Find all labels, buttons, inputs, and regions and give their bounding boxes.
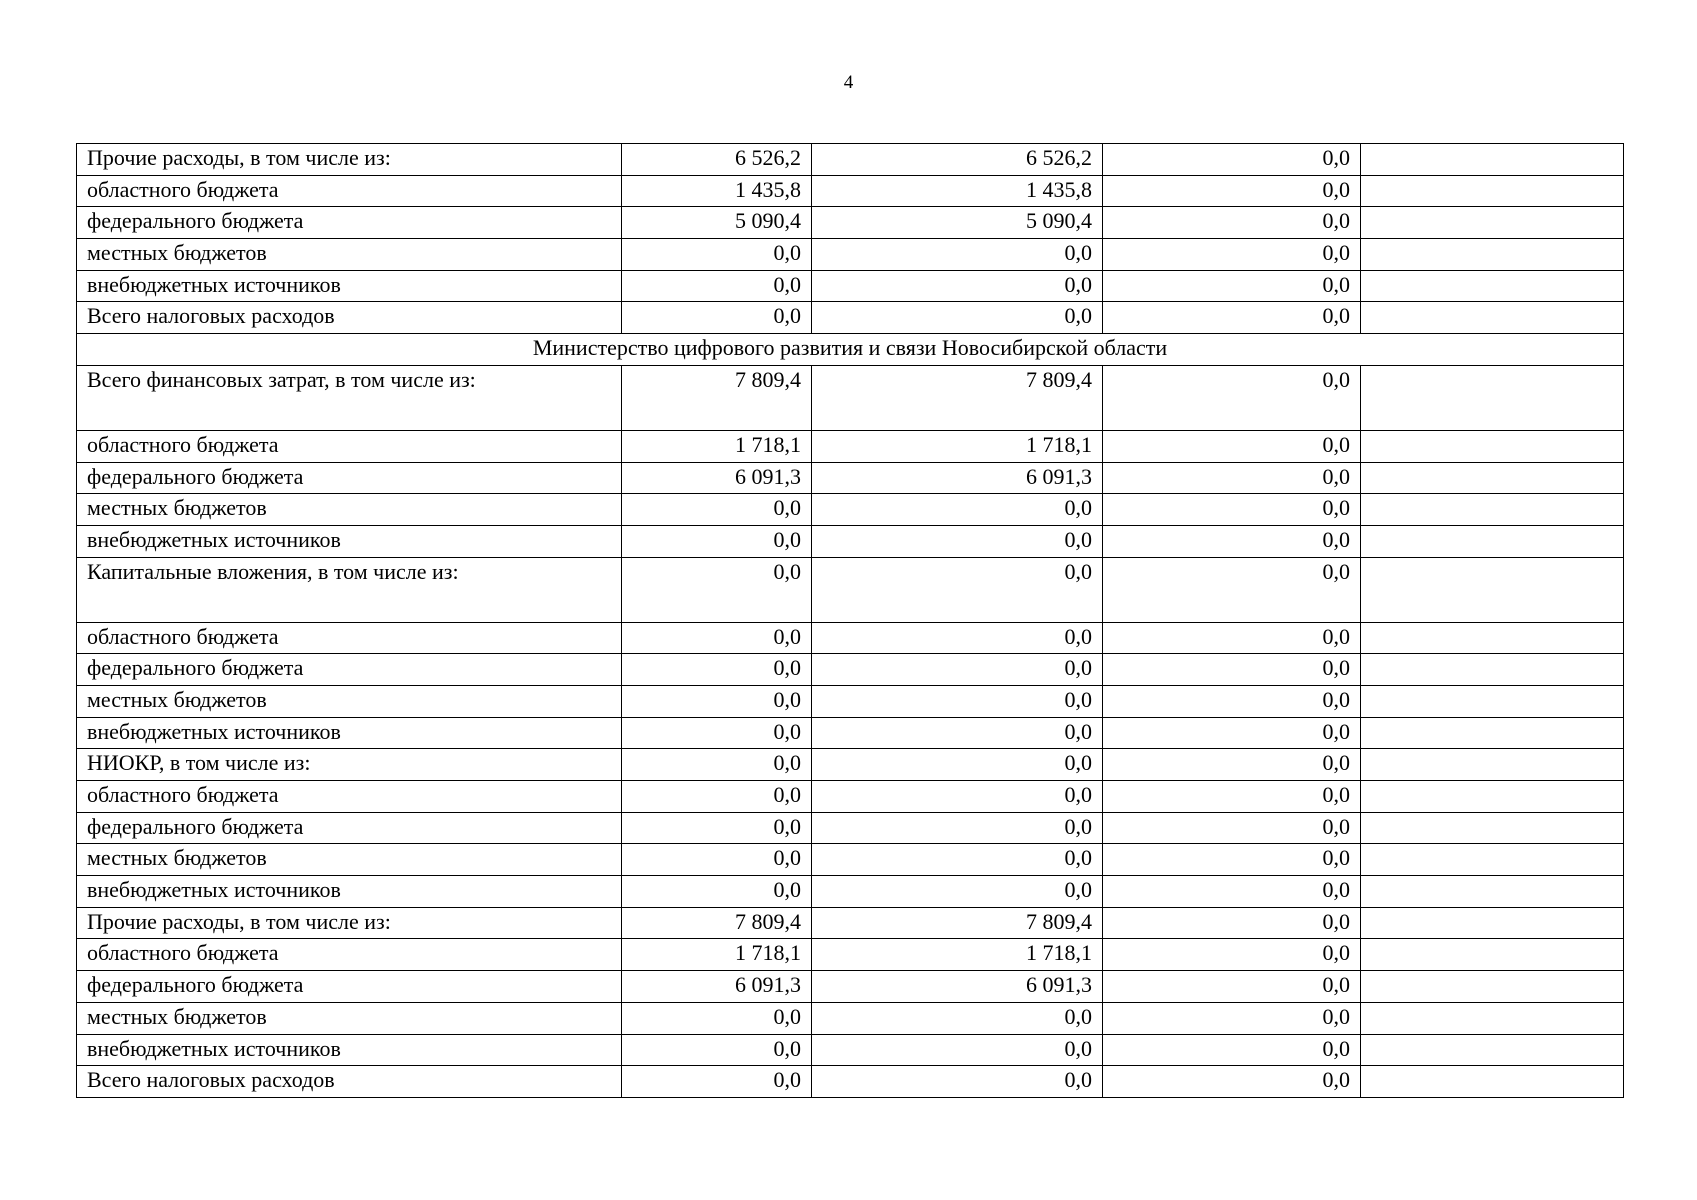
value-cell-1: 6 526,2 (622, 144, 812, 176)
value-cell-2: 0,0 (812, 1066, 1103, 1098)
value-cell-4 (1361, 365, 1624, 430)
value-cell-3: 0,0 (1103, 1034, 1361, 1066)
value-cell-2: 0,0 (812, 239, 1103, 271)
row-label: местных бюджетов (77, 494, 622, 526)
value-cell-4 (1361, 239, 1624, 271)
row-label: внебюджетных источников (77, 525, 622, 557)
row-label: областного бюджета (77, 430, 622, 462)
table-row (77, 812, 1624, 844)
value-cell-1: 1 435,8 (622, 175, 812, 207)
value-cell-2: 0,0 (812, 749, 1103, 781)
row-label: местных бюджетов (77, 239, 622, 271)
row-label: Всего налоговых расходов (77, 1066, 622, 1098)
table-row (77, 302, 1624, 334)
row-label: федерального бюджета (77, 462, 622, 494)
value-cell-1: 0,0 (622, 557, 812, 622)
value-cell-3: 0,0 (1103, 844, 1361, 876)
row-label: федерального бюджета (77, 971, 622, 1003)
value-cell-1: 0,0 (622, 717, 812, 749)
value-cell-3: 0,0 (1103, 812, 1361, 844)
value-cell-3: 0,0 (1103, 654, 1361, 686)
value-cell-1: 7 809,4 (622, 365, 812, 430)
value-cell-2: 0,0 (812, 494, 1103, 526)
table-row (77, 1034, 1624, 1066)
value-cell-2: 0,0 (812, 557, 1103, 622)
value-cell-4 (1361, 654, 1624, 686)
table-row (77, 717, 1624, 749)
section-title: Министерство цифрового развития и связи Новосибирской области (77, 334, 1624, 366)
value-cell-1: 7 809,4 (622, 907, 812, 939)
table-row (77, 207, 1624, 239)
row-label: Прочие расходы, в том числе из: (77, 907, 622, 939)
value-cell-4 (1361, 971, 1624, 1003)
row-label: областного бюджета (77, 622, 622, 654)
value-cell-2: 5 090,4 (812, 207, 1103, 239)
table-row (77, 622, 1624, 654)
budget-table (76, 143, 1624, 1098)
value-cell-2: 0,0 (812, 717, 1103, 749)
table-row (77, 907, 1624, 939)
table-row (77, 175, 1624, 207)
value-cell-2: 0,0 (812, 876, 1103, 908)
table-row (77, 876, 1624, 908)
value-cell-1: 1 718,1 (622, 939, 812, 971)
value-cell-1: 0,0 (622, 622, 812, 654)
value-cell-3: 0,0 (1103, 175, 1361, 207)
row-label: Всего финансовых затрат, в том числе из: (77, 365, 622, 430)
table-row (77, 144, 1624, 176)
value-cell-4 (1361, 494, 1624, 526)
value-cell-4 (1361, 525, 1624, 557)
value-cell-3: 0,0 (1103, 907, 1361, 939)
value-cell-1: 0,0 (622, 812, 812, 844)
value-cell-2: 1 718,1 (812, 430, 1103, 462)
value-cell-3: 0,0 (1103, 685, 1361, 717)
value-cell-1: 0,0 (622, 494, 812, 526)
table-row (77, 270, 1624, 302)
value-cell-4 (1361, 685, 1624, 717)
table-row (77, 1066, 1624, 1098)
value-cell-1: 0,0 (622, 844, 812, 876)
value-cell-4 (1361, 749, 1624, 781)
row-label: федерального бюджета (77, 207, 622, 239)
row-label: местных бюджетов (77, 1002, 622, 1034)
value-cell-4 (1361, 430, 1624, 462)
value-cell-1: 0,0 (622, 1002, 812, 1034)
value-cell-1: 0,0 (622, 302, 812, 334)
value-cell-3: 0,0 (1103, 144, 1361, 176)
value-cell-1: 6 091,3 (622, 462, 812, 494)
value-cell-1: 0,0 (622, 525, 812, 557)
row-label: федерального бюджета (77, 654, 622, 686)
section-header-row (77, 334, 1624, 366)
value-cell-4 (1361, 557, 1624, 622)
value-cell-3: 0,0 (1103, 462, 1361, 494)
row-label: местных бюджетов (77, 844, 622, 876)
value-cell-4 (1361, 844, 1624, 876)
value-cell-1: 0,0 (622, 749, 812, 781)
value-cell-4 (1361, 717, 1624, 749)
table-row (77, 971, 1624, 1003)
row-label: внебюджетных источников (77, 717, 622, 749)
value-cell-3: 0,0 (1103, 971, 1361, 1003)
value-cell-3: 0,0 (1103, 525, 1361, 557)
value-cell-4 (1361, 1002, 1624, 1034)
value-cell-4 (1361, 939, 1624, 971)
value-cell-2: 7 809,4 (812, 907, 1103, 939)
value-cell-3: 0,0 (1103, 557, 1361, 622)
value-cell-1: 0,0 (622, 1034, 812, 1066)
value-cell-4 (1361, 1034, 1624, 1066)
value-cell-3: 0,0 (1103, 365, 1361, 430)
table-row (77, 685, 1624, 717)
value-cell-2: 7 809,4 (812, 365, 1103, 430)
value-cell-4 (1361, 876, 1624, 908)
value-cell-1: 0,0 (622, 876, 812, 908)
value-cell-1: 0,0 (622, 270, 812, 302)
table-row (77, 939, 1624, 971)
value-cell-2: 0,0 (812, 1034, 1103, 1066)
value-cell-3: 0,0 (1103, 781, 1361, 813)
table-row (77, 749, 1624, 781)
row-label: внебюджетных источников (77, 1034, 622, 1066)
row-label: областного бюджета (77, 175, 622, 207)
value-cell-3: 0,0 (1103, 622, 1361, 654)
value-cell-1: 0,0 (622, 654, 812, 686)
row-label: областного бюджета (77, 781, 622, 813)
value-cell-2: 1 435,8 (812, 175, 1103, 207)
row-label: Всего налоговых расходов (77, 302, 622, 334)
row-label: областного бюджета (77, 939, 622, 971)
value-cell-2: 0,0 (812, 525, 1103, 557)
row-label: НИОКР, в том числе из: (77, 749, 622, 781)
value-cell-3: 0,0 (1103, 302, 1361, 334)
value-cell-3: 0,0 (1103, 494, 1361, 526)
value-cell-2: 0,0 (812, 270, 1103, 302)
table-row (77, 1002, 1624, 1034)
value-cell-2: 0,0 (812, 1002, 1103, 1034)
value-cell-2: 0,0 (812, 812, 1103, 844)
value-cell-1: 1 718,1 (622, 430, 812, 462)
value-cell-4 (1361, 175, 1624, 207)
row-label: внебюджетных источников (77, 876, 622, 908)
value-cell-4 (1361, 207, 1624, 239)
value-cell-3: 0,0 (1103, 239, 1361, 271)
table-row (77, 494, 1624, 526)
table-row (77, 781, 1624, 813)
row-label: внебюджетных источников (77, 270, 622, 302)
value-cell-2: 6 091,3 (812, 462, 1103, 494)
row-label: Капитальные вложения, в том числе из: (77, 557, 622, 622)
value-cell-3: 0,0 (1103, 749, 1361, 781)
value-cell-2: 0,0 (812, 622, 1103, 654)
value-cell-1: 5 090,4 (622, 207, 812, 239)
value-cell-4 (1361, 907, 1624, 939)
value-cell-4 (1361, 462, 1624, 494)
value-cell-1: 0,0 (622, 1066, 812, 1098)
table-row (77, 525, 1624, 557)
value-cell-4 (1361, 781, 1624, 813)
value-cell-1: 0,0 (622, 685, 812, 717)
value-cell-4 (1361, 270, 1624, 302)
value-cell-3: 0,0 (1103, 1066, 1361, 1098)
value-cell-1: 0,0 (622, 239, 812, 271)
table-row (77, 430, 1624, 462)
value-cell-2: 0,0 (812, 654, 1103, 686)
value-cell-1: 0,0 (622, 781, 812, 813)
value-cell-4 (1361, 302, 1624, 334)
value-cell-4 (1361, 1066, 1624, 1098)
table-row (77, 365, 1624, 430)
page-number: 4 (843, 72, 854, 93)
row-label: Прочие расходы, в том числе из: (77, 144, 622, 176)
table-row (77, 654, 1624, 686)
budget-table-body (77, 144, 1624, 1098)
value-cell-1: 6 091,3 (622, 971, 812, 1003)
row-label: федерального бюджета (77, 812, 622, 844)
value-cell-3: 0,0 (1103, 207, 1361, 239)
row-label: местных бюджетов (77, 685, 622, 717)
value-cell-2: 6 091,3 (812, 971, 1103, 1003)
table-row (77, 462, 1624, 494)
value-cell-3: 0,0 (1103, 1002, 1361, 1034)
value-cell-3: 0,0 (1103, 939, 1361, 971)
value-cell-4 (1361, 812, 1624, 844)
value-cell-2: 0,0 (812, 302, 1103, 334)
value-cell-4 (1361, 622, 1624, 654)
value-cell-2: 1 718,1 (812, 939, 1103, 971)
value-cell-3: 0,0 (1103, 717, 1361, 749)
table-row (77, 557, 1624, 622)
value-cell-2: 0,0 (812, 781, 1103, 813)
value-cell-2: 6 526,2 (812, 144, 1103, 176)
value-cell-2: 0,0 (812, 685, 1103, 717)
table-row (77, 844, 1624, 876)
value-cell-4 (1361, 144, 1624, 176)
value-cell-3: 0,0 (1103, 430, 1361, 462)
value-cell-3: 0,0 (1103, 270, 1361, 302)
table-row (77, 239, 1624, 271)
value-cell-2: 0,0 (812, 844, 1103, 876)
value-cell-3: 0,0 (1103, 876, 1361, 908)
